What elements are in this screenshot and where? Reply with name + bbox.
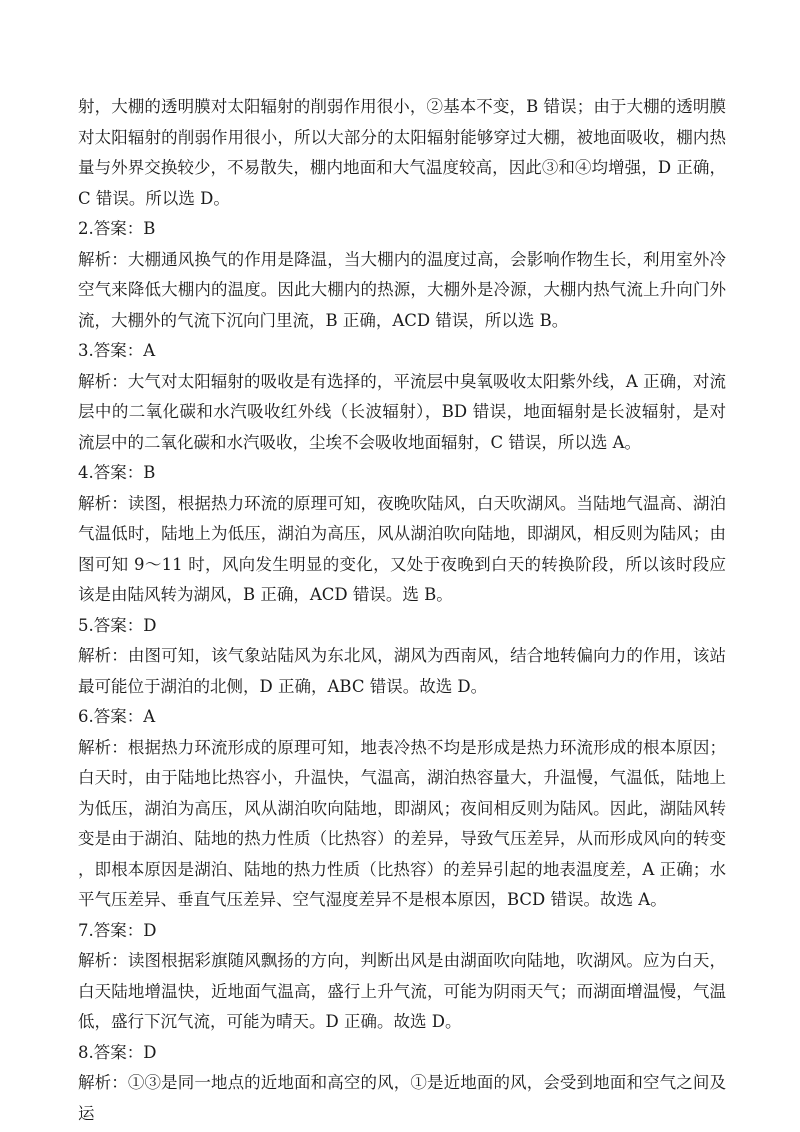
answer-item-7 [78, 916, 726, 1038]
analysis-paragraph: 解析：由图可知，该气象站陆风为东北风，湖风为西南风，结合地转偏向力的作用，该站最可能位于湖泊的北侧，D 正确，ABC 错误。故选 D。 [78, 646, 726, 696]
answer-line: 5.答案：D [78, 615, 157, 635]
document-page [78, 92, 726, 1129]
analysis-paragraph: 解析：大气对太阳辐射的吸收是有选择的，平流层中臭氧吸收太阳紫外线，A 正确，对流层中的二氧化碳和水汽吸收红外线（长波辐射），BD 错误，地面辐射是长波辐射，是对流层中的二氧化碳和水汽吸收，尘埃不会吸收地面辐射，C 错误，所以选 A。 [78, 371, 726, 452]
answer-item-6 [78, 702, 726, 916]
analysis-paragraph: 解析：根据热力环流形成的原理可知，地表冷热不均是形成是热力环流形成的根本原因；白天时，由于陆地比热容小，升温快，气温高，湖泊热容量大，升温慢，气温低，陆地上为低压，湖泊为高压，风从湖泊吹向陆地，即湖风；夜间相反则为陆风。因此，湖陆风转变是由于湖泊、陆地的热力性质（比热容）的差异，导致气压差异，从而形成风向的转变，即根本原因是湖泊、陆地的热力性质（比热容）的差异引起的地表温度差，A 正确；水平气压差异、垂直气压差异、空气湿度差异不是根本原因，BCD 错误。故选 A。 [78, 737, 726, 909]
answer-item-3 [78, 336, 726, 458]
answer-line: 3.答案：A [78, 341, 156, 360]
analysis-paragraph: 解析：大棚通风换气的作用是降温，当大棚内的温度过高，会影响作物生长，利用室外冷空气来降低大棚内的温度。因此大棚内的热源，大棚外是冷源，大棚内热气流上升向门外流，大棚外的气流下沉向门里流，B 正确，ACD 错误，所以选 B。 [78, 249, 726, 330]
answer-item-2 [78, 214, 726, 336]
answer-line: 2.答案：B [78, 219, 156, 238]
analysis-paragraph: 解析：①③是同一地点的近地面和高空的风，①是近地面的风，会受到地面和空气之间及运 [78, 1073, 726, 1123]
analysis-paragraph: 解析：读图根据彩旗随风飘扬的方向，判断出风是由湖面吹向陆地，吹湖风。应为白天，白天陆地增温快，近地面气温高，盛行上升气流，可能为阴雨天气；而湖面增温慢，气温低，盛行下沉气流，可能为晴天。D 正确。故选 D。 [78, 951, 726, 1031]
analysis-paragraph: 解析：读图，根据热力环流的原理可知，夜晚吹陆风，白天吹湖风。当陆地气温高、湖泊气温低时，陆地上为低压，湖泊为高压，风从湖泊吹向陆地，即湖风，相反则为陆风；由图可知 9～11 时，风向发生明显的变化，又处于夜晚到白天的转换阶段，所以该时段应该是由陆风转为湖风，B 正确，ACD 错误。选 B。 [78, 493, 726, 604]
answer-item-5 [78, 611, 726, 703]
answer-item-4 [78, 458, 726, 611]
intro-paragraph: 射，大棚的透明膜对太阳辐射的削弱作用很小，②基本不变，B 错误；由于大棚的透明膜对太阳辐射的削弱作用很小，所以大部分的太阳辐射能够穿过大棚，被地面吸收，棚内热量与外界交换较少，不易散失，棚内地面和大气温度较高，因此③和④均增强，D 正确，C 错误。所以选 D。 [78, 97, 726, 208]
answer-line: 7.答案：D [78, 920, 157, 940]
answer-line: 8.答案：D [78, 1042, 157, 1062]
answer-item-8 [78, 1038, 726, 1130]
answer-line: 6.答案：A [78, 707, 156, 726]
answer-line: 4.答案：B [78, 463, 156, 482]
